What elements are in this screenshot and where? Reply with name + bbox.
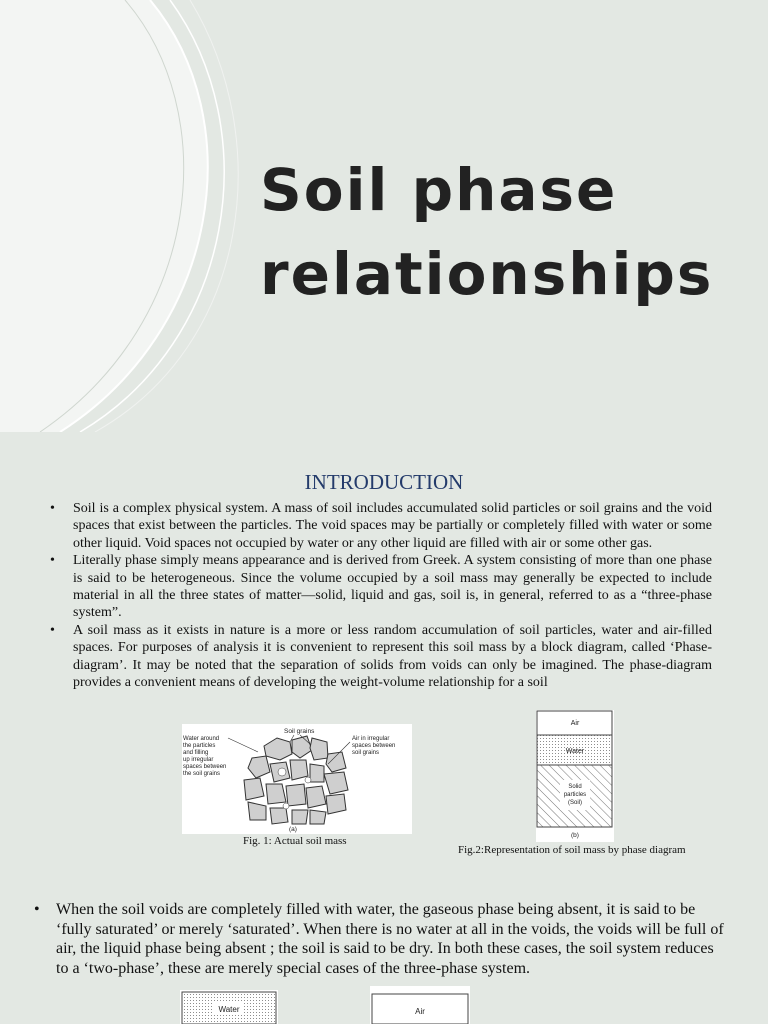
phase-solid-label-2: particles (563, 792, 587, 798)
svg-text:and filling: and filling (183, 750, 209, 756)
title-line-1: Soil phase (260, 156, 618, 224)
saturated-diagram-figure (180, 990, 278, 1024)
bullet-item: • Literally phase simply means appearance and is derived from Greek. A system consisting of more than one phase is said to be heterogeneous. Since the volume occupied by a soil mass may generally be expected to include material in all the three states of matter—solid, liquid and gas, soil is, in general, referred to as a “three-phase system”. (50, 552, 712, 622)
dry-air-label: Air (415, 1007, 425, 1016)
svg-text:the soil grains: the soil grains (183, 771, 221, 777)
section-heading: INTRODUCTION (304, 470, 464, 494)
phase-solid-label-1: Solid (568, 784, 582, 790)
bullet-item: • A soil mass as it exists in nature is a more or less random accumulation of soil particles, water and air-filled spaces. For purposes of analysis it is convenient to represent this soil mass by a block diagram, called ‘Phase-diagram’. It may be noted that the separation of solids from voids can only be imagined. The phase-diagram provides a convenient means of developing the weight-volume relationship for a soil (50, 622, 712, 692)
svg-text:the particles: the particles (183, 743, 216, 749)
svg-text:up irregular: up irregular (183, 757, 214, 763)
intro-bullet-list (50, 500, 712, 691)
phase-diagram-figure (536, 710, 614, 842)
content-slide (0, 432, 768, 1024)
dry-diagram-figure (370, 986, 470, 1024)
presentation-title (260, 148, 713, 316)
fig1-sublabel: (a) (289, 826, 297, 833)
svg-text:Air in irregular: Air in irregular (352, 736, 390, 742)
fig2-caption: Fig.2:Representation of soil mass by phase diagram (458, 844, 686, 856)
label-soil-grains: Soil grains (284, 728, 315, 735)
fig1-caption: Fig. 1: Actual soil mass (243, 835, 347, 847)
saturation-bullet-list (34, 900, 730, 978)
title-line-2: relationships (260, 240, 714, 308)
phase-solid-label-3: (Soil) (567, 800, 583, 806)
title-slide (0, 0, 768, 432)
phase-air-label: Air (570, 720, 580, 727)
svg-text:soil grains: soil grains (352, 750, 380, 756)
saturated-water-label: Water (218, 1005, 240, 1014)
fig2-sublabel: (b) (571, 832, 579, 839)
bullet-item: • Soil is a complex physical system. A mass of soil includes accumulated solid particles or soil grains and the void spaces that exist between the particles. The void spaces may be partially or completely filled with water or some other liquid. Void spaces not occupied by water or any other liquid are filled with air or some other gas. (50, 500, 712, 552)
bullet-item: • When the soil voids are completely filled with water, the gaseous phase being absent, it is said to be ‘fully saturated’ or merely ‘saturated’. When there is no water at all in the voids, the voids will be full of air, the liquid phase being absent ; the soil is said to be dry. In both these cases, the soil system reduces to a ‘two-phase’, these are merely special cases of the three-phase system. (34, 900, 730, 978)
soil-mass-figure (182, 724, 412, 834)
svg-text:spaces between: spaces between (183, 764, 227, 770)
svg-text:spaces between: spaces between (352, 743, 396, 749)
svg-text:Water around: Water around (183, 736, 220, 742)
phase-water-label: Water (565, 748, 585, 755)
